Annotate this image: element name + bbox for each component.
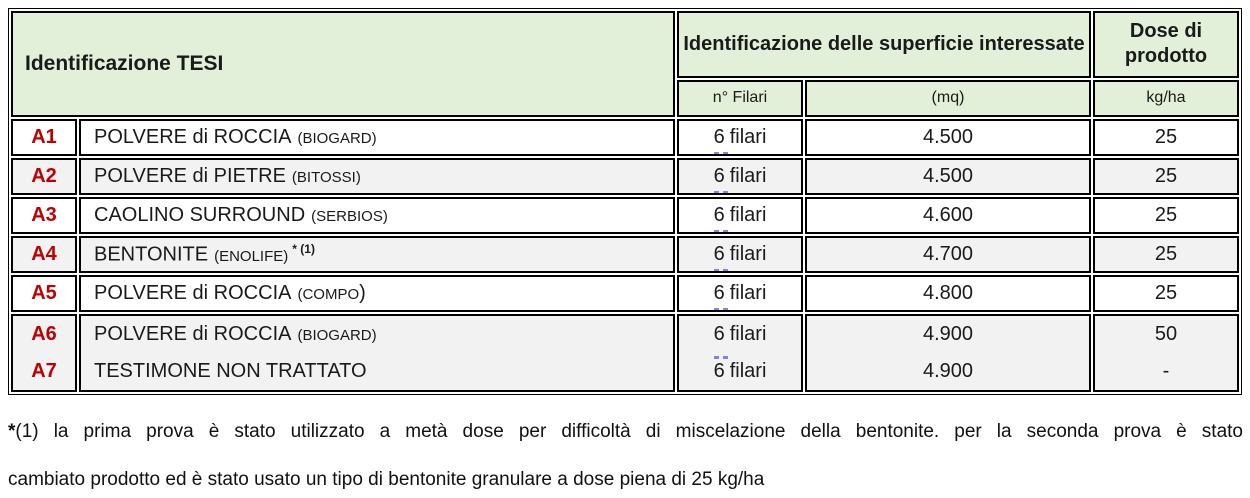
header-row-1: [11, 11, 1239, 78]
filari-word: filari: [729, 165, 767, 187]
mq-value: 4.900: [922, 360, 974, 382]
product-brand: (BIOGARD): [297, 130, 377, 147]
filari-count: 6: [713, 126, 725, 148]
row-label: A3: [11, 197, 77, 234]
product-brand: (COMPO: [297, 286, 360, 303]
product-cell: [79, 275, 675, 312]
row-label: A4: [11, 236, 77, 273]
filari-word: filari: [729, 204, 767, 226]
footnote: [8, 408, 1243, 498]
dose-header-cell: [1093, 11, 1239, 78]
product-cell: [79, 119, 675, 156]
product-brand: (BITOSSI): [291, 169, 361, 186]
table-row-a3: [11, 197, 1239, 234]
product-brand: (BIOGARD): [297, 327, 377, 344]
row-label: A7: [31, 360, 57, 382]
table-row-a2: [11, 158, 1239, 195]
dose-cell-group: [1093, 314, 1239, 392]
row-label: A2: [11, 158, 77, 195]
product-name: CAOLINO SURROUND: [94, 204, 306, 226]
filari-cell: [677, 119, 803, 156]
product-line: [94, 316, 673, 353]
table-row-a1: [11, 119, 1239, 156]
dose-cell: 25: [1093, 275, 1239, 312]
product-name: POLVERE di ROCCIA: [94, 282, 292, 304]
product-brand: (ENOLIFE): [214, 247, 289, 265]
product-name: BENTONITE: [94, 243, 209, 266]
filari-word: filari: [729, 126, 767, 148]
col-header-filari: n° Filari: [677, 80, 803, 117]
filari-count: 6: [713, 204, 725, 226]
filari-word: filari: [729, 282, 767, 304]
footnote-line-2: cambiato prodotto ed è stato usato un tipo di bentonite granulare a dose piena di 25 kg/ha: [8, 469, 765, 490]
filari-word: filari: [729, 360, 767, 382]
table-title-cell: [11, 11, 675, 117]
filari-count: 6: [713, 243, 725, 265]
product-brand-paren: ): [359, 282, 366, 304]
surface-header-cell: [677, 11, 1091, 78]
filari-count: 6: [713, 165, 725, 187]
mq-cell: 4.800: [805, 275, 1091, 312]
product-cell: [79, 197, 675, 234]
table-title: Identificazione TESI: [25, 52, 224, 75]
row-label: A6: [31, 323, 57, 345]
filari-cell: [677, 275, 803, 312]
table-row-a4: [11, 236, 1239, 273]
dose-cell: 25: [1093, 197, 1239, 234]
filari-cell-group: [677, 314, 803, 392]
dose-cell: 25: [1093, 158, 1239, 195]
mq-value: 4.900: [922, 323, 974, 345]
footnote-marker: * (1): [292, 242, 315, 257]
dose-cell: 25: [1093, 236, 1239, 273]
product-name: POLVERE di ROCCIA: [94, 126, 292, 148]
filari-cell: [677, 158, 803, 195]
mq-cell: 4.500: [805, 158, 1091, 195]
table-row-a6-a7: [11, 314, 1239, 392]
table-row-a5: [11, 275, 1239, 312]
filari-count: 6: [714, 316, 725, 353]
mq-cell: 4.500: [805, 119, 1091, 156]
filari-cell: [677, 197, 803, 234]
product-name: TESTIMONE NON TRATTATO: [94, 360, 367, 382]
row-label: A1: [11, 119, 77, 156]
product-cell: [79, 158, 675, 195]
col-header-mq: (mq): [805, 80, 1091, 117]
row-label-group: [11, 314, 77, 392]
product-line: [94, 353, 673, 390]
col-header-kgha: kg/ha: [1093, 80, 1239, 117]
row-label: A5: [11, 275, 77, 312]
filari-cell: [677, 236, 803, 273]
filari-word: filari: [729, 243, 767, 265]
mq-cell-group: [805, 314, 1091, 392]
dose-header: Dose di prodotto: [1124, 20, 1208, 68]
dose-value: 50: [1154, 323, 1178, 345]
filari-word: filari: [729, 323, 767, 345]
product-name: POLVERE di PIETRE: [94, 165, 286, 187]
surface-header: Identificazione delle superficie interessate: [683, 32, 1085, 55]
product-brand: (SERBIOS): [311, 208, 388, 225]
filari-count: 6: [713, 282, 725, 304]
mq-cell: 4.600: [805, 197, 1091, 234]
dose-value: -: [1162, 360, 1170, 382]
tesi-table: [8, 8, 1242, 395]
filari-count: 6: [714, 353, 725, 390]
footnote-star: *: [8, 421, 16, 442]
product-name: POLVERE di ROCCIA: [94, 323, 292, 345]
footnote-text-1: (1) la prima prova è stato utilizzato a metà dose per difficoltà di miscelazione della bentonite. per la seconda prova è stato: [15, 421, 1243, 442]
product-cell: [79, 236, 675, 273]
product-cell-group: [79, 314, 675, 392]
footnote-line-1: [8, 408, 1243, 456]
mq-cell: 4.700: [805, 236, 1091, 273]
dose-cell: 25: [1093, 119, 1239, 156]
